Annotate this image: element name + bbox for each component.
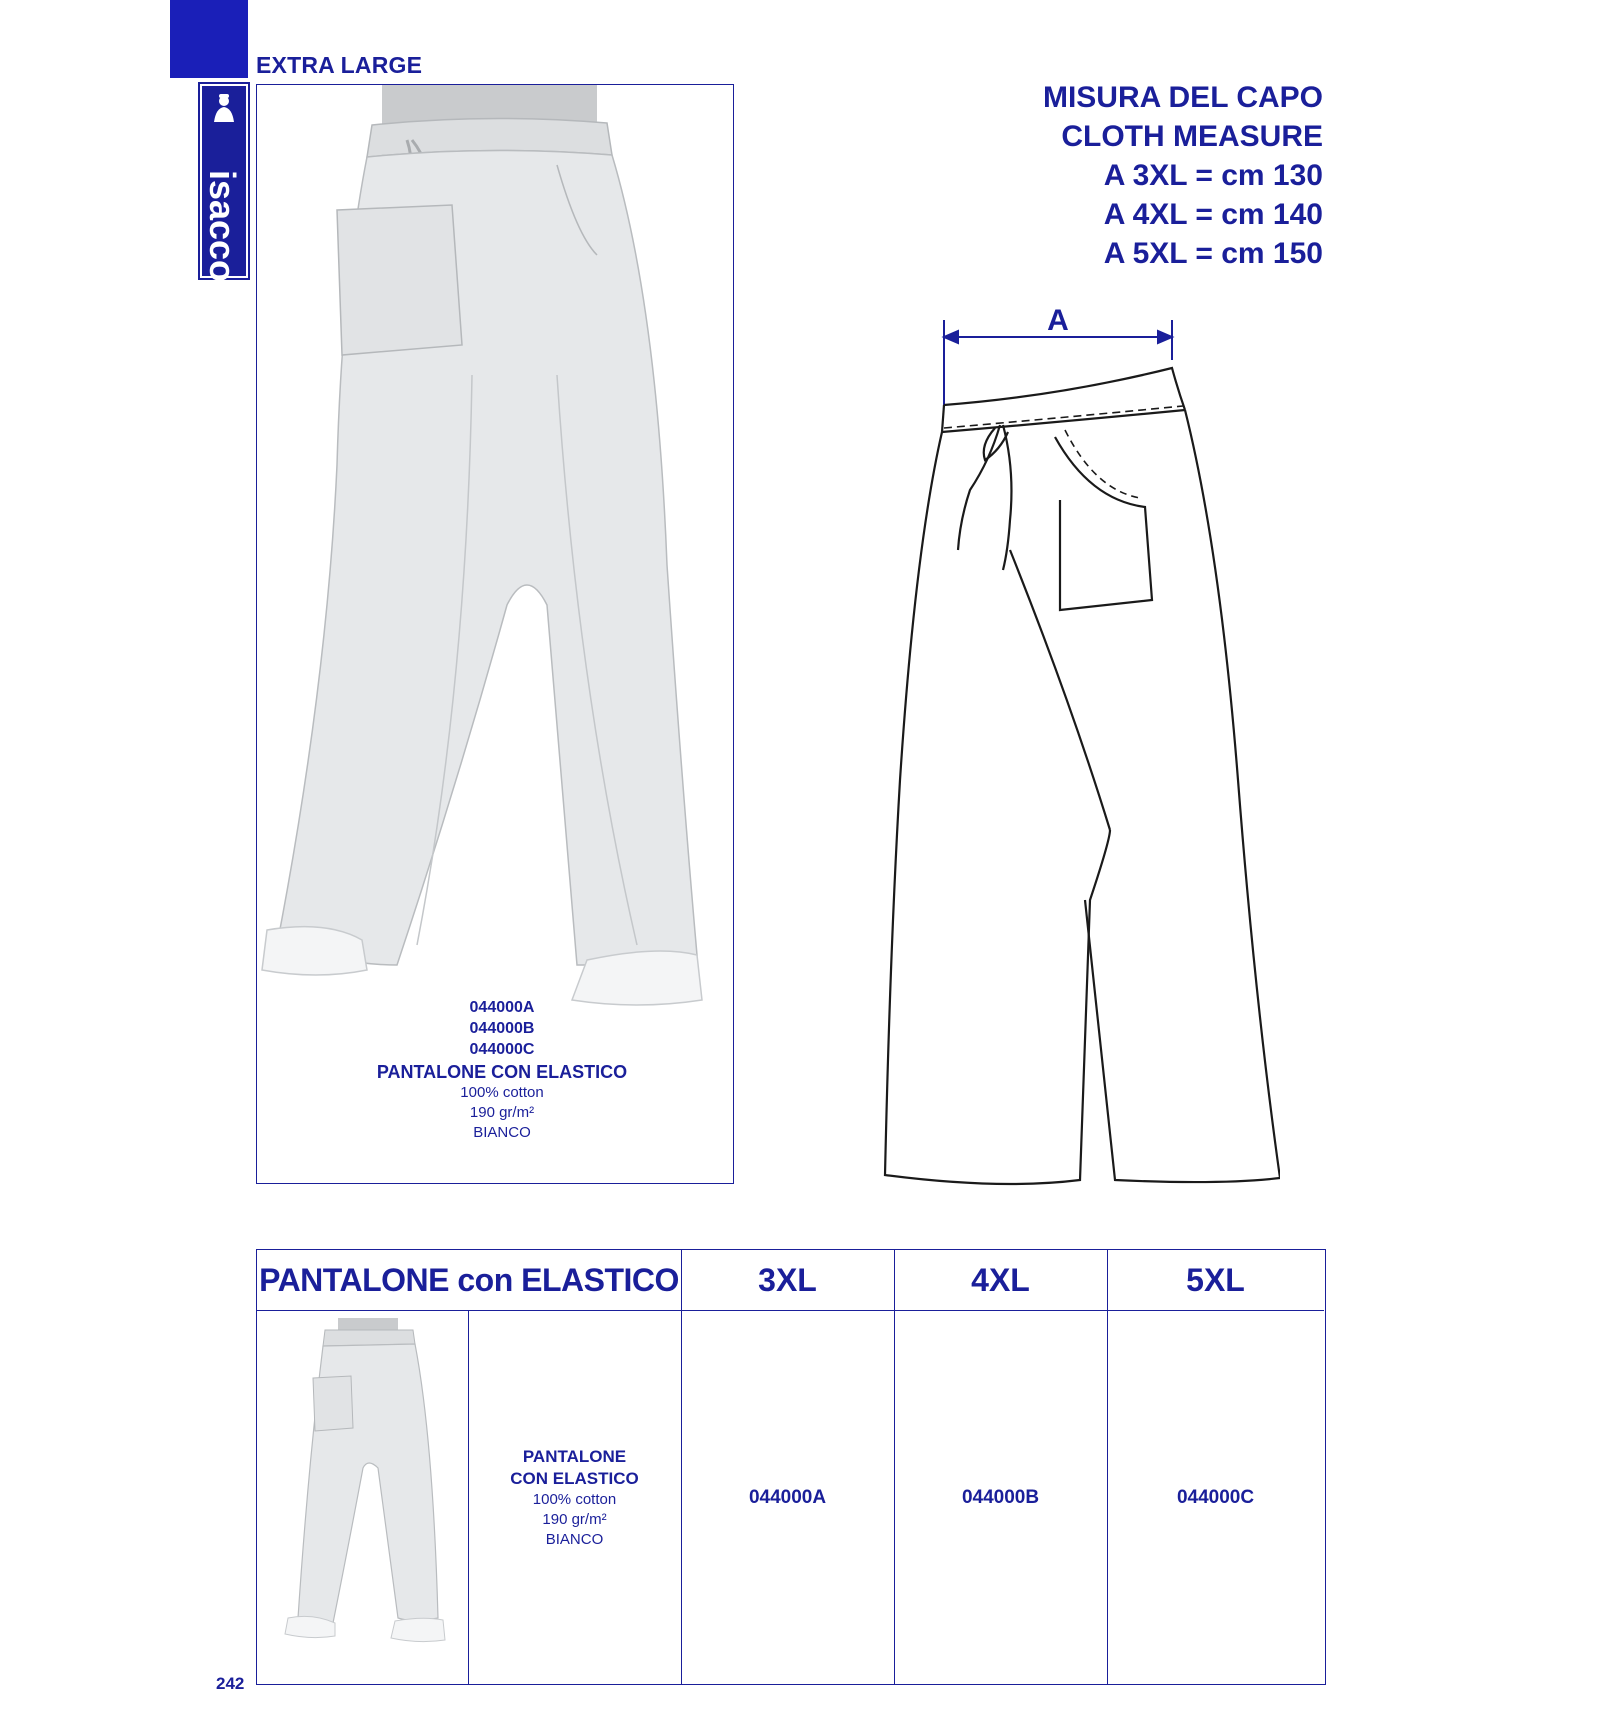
product-code: 044000B [469,1020,535,1037]
brand-name: isacco [202,169,243,283]
product-name: PANTALONE CON ELASTICO [376,1062,628,1082]
measure-line: A 3XL = cm 130 [1103,159,1323,192]
trousers-outline [885,368,1280,1184]
description-weight: 190 gr/m² [542,1510,607,1528]
table-title: PANTALONE con ELASTICO [257,1250,681,1311]
product-code: 044000C [469,1041,535,1058]
measure-line: A 5XL = cm 150 [1103,237,1323,270]
table-code-cell: 044000C [1176,1486,1255,1508]
size-header: 3XL [681,1250,894,1311]
table-code-cell: 044000A [748,1486,827,1508]
table-code-cell: 044000B [961,1486,1040,1508]
chef-figure-icon [208,92,240,124]
dimension-label: A [1047,304,1069,337]
description-name: CON ELASTICO [510,1468,639,1488]
product-caption [347,997,657,1143]
product-color: BIANCO [473,1124,531,1141]
page-number: 242 [216,1674,245,1693]
measure-title-it: MISURA DEL CAPO [1042,81,1323,114]
trousers-technical-drawing [860,300,1280,1190]
description-color: BIANCO [545,1530,604,1548]
measure-title-en: CLOTH MEASURE [1061,120,1323,153]
description-name: PANTALONE [522,1446,627,1466]
section-title: EXTRA LARGE [256,52,423,78]
product-material: 100% cotton [460,1084,544,1101]
size-table [256,1249,1326,1685]
size-header: 4XL [894,1250,1107,1311]
product-code: 044000A [469,999,535,1016]
measure-block [1043,78,1323,273]
trousers-thumbnail [263,1318,463,1678]
size-header: 5XL [1107,1250,1324,1311]
description-material: 100% cotton [532,1490,617,1508]
table-product-description [468,1311,681,1684]
header-blue-tab [170,0,248,78]
table-product-thumbnail [257,1311,468,1684]
measure-line: A 4XL = cm 140 [1103,198,1323,231]
brand-logo [200,84,248,283]
product-photo-card [256,84,734,1184]
product-weight: 190 gr/m² [469,1104,535,1121]
